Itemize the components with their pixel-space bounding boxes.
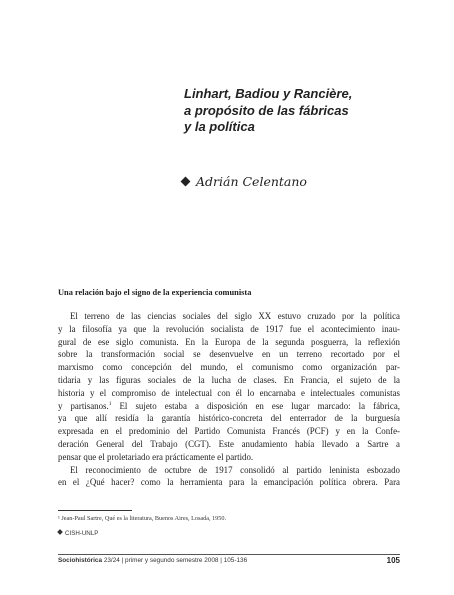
page-number: 105 (386, 556, 400, 565)
text-line: gural de ese siglo comunista. En la Europa de la segunda posguerra, la reflexión (58, 336, 400, 347)
title-line: y la política (184, 119, 255, 134)
text-span: El sujeto estaba a disposición en ese lugar marcado: la fábrica, (111, 400, 400, 411)
article-title (184, 86, 444, 136)
running-footer (58, 557, 247, 564)
text-line: expresada en el predominio del Partido Comunista Francés (PCF) y en la Confe- (58, 426, 400, 437)
text-line: en el ¿Qué hacer? como la herramienta para la emancipación política obrera. Para (58, 477, 400, 488)
author-name: Adrián Celentano (196, 174, 307, 189)
footnote: ¹ Jean-Paul Sartre, Qué es la literatura, Buenos Aires, Losada, 1950. (58, 515, 227, 522)
affiliation (58, 530, 98, 537)
title-line: a propósito de las fábricas (184, 102, 349, 118)
text-line: El reconocimiento de octubre de 1917 consolidó al partido leninista esbozado (70, 464, 400, 475)
text-line-with-footnote (58, 400, 400, 413)
text-line: y la filosofía ya que la revolución socialista de 1917 fue el acontecimiento inau- (58, 323, 400, 334)
footnote-rule (58, 510, 132, 511)
text-span: y partisanos. (58, 400, 109, 411)
text-line: ya que allí residía la garantía histórico-concreta del enterrador de la burguesía (58, 413, 400, 424)
diamond-bullet-icon (181, 177, 191, 187)
author-line (182, 174, 307, 189)
text-line: deración General del Trabajo (CGT). Este anudamiento había llevado a Sartre a (58, 438, 400, 449)
text-line: tidaria y las figuras sociales de la lucha de clases. En Francia, el sujeto de la (58, 374, 400, 385)
footer-rule (58, 554, 400, 555)
journal-name: Sociohistórica (58, 557, 103, 564)
issue-details: | primer y segundo semestre 2008 | 105-136 (121, 557, 248, 564)
text-line: pensar que el proletariado era prácticamente el partido. (58, 451, 254, 462)
text-line: El terreno de las ciencias sociales del siglo XX estuvo cruzado por la política (70, 311, 400, 321)
title-line: Linhart, Badiou y Rancière, (184, 86, 353, 101)
section-heading: Una relación bajo el signo de la experiencia comunista (58, 288, 252, 297)
text-line: sobre la transformación social se desenvuelve en un terreno recortado por el (58, 349, 400, 360)
affiliation-text: CISH-UNLP (65, 530, 99, 537)
issue-number: 23/24 (103, 557, 120, 564)
text-line: historia y el compromiso de intelectual con él lo encarnaba e intelectuales comunistas (58, 387, 400, 398)
text-line: marxismo como concepción del mundo, el comunismo como organización par- (58, 362, 400, 373)
diamond-bullet-icon (57, 529, 63, 535)
footnote-marker[interactable]: 1 (108, 400, 112, 407)
body-text (58, 310, 400, 489)
